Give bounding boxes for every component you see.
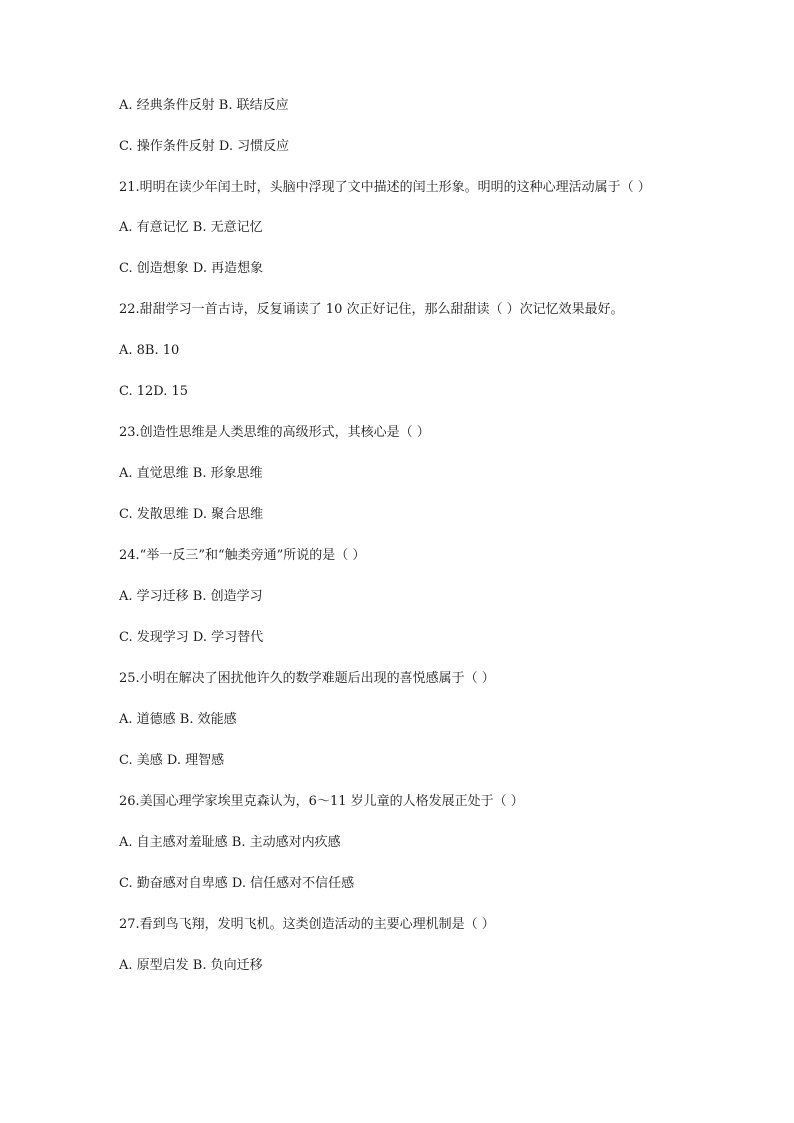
question-24: 24.“举一反三”和“触类旁通”所说的是（ ） xyxy=(119,548,366,563)
question-27: 27.看到鸟飞翔，发明飞机。这类创造活动的主要心理机制是（ ） xyxy=(119,917,495,932)
question-26: 26.美国心理学家埃里克森认为，6～11 岁儿童的人格发展正处于（ ） xyxy=(119,794,524,809)
option-line: A. 直觉思维 B. 形象思维 xyxy=(119,466,263,481)
option-line: C. 美感 D. 理智感 xyxy=(119,753,225,768)
option-line: A. 自主感对羞耻感 B. 主动感对内疚感 xyxy=(119,835,341,850)
question-22: 22.甜甜学习一首古诗，反复诵读了 10 次正好记住，那么甜甜读（ ）次记忆效果最好。 xyxy=(119,302,624,317)
question-21: 21.明明在读少年闰土时，头脑中浮现了文中描述的闰土形象。明明的这种心理活动属于（ ） xyxy=(119,180,651,195)
question-25: 25.小明在解决了困扰他许久的数学难题后出现的喜悦感属于（ ） xyxy=(119,671,495,686)
option-line: A. 原型启发 B. 负向迁移 xyxy=(119,958,263,973)
option-line: A. 学习迁移 B. 创造学习 xyxy=(119,589,263,604)
option-line: A. 有意记忆 B. 无意记忆 xyxy=(119,220,263,235)
option-line: C. 勤奋感对自卑感 D. 信任感对不信任感 xyxy=(119,876,355,891)
option-line: C. 发现学习 D. 学习替代 xyxy=(119,630,264,645)
option-line: A. 道德感 B. 效能感 xyxy=(119,712,237,727)
option-line: A. 8B. 10 xyxy=(119,343,180,358)
option-line: C. 发散思维 D. 聚合思维 xyxy=(119,507,264,522)
option-line: C. 12D. 15 xyxy=(119,384,189,399)
option-line: A. 经典条件反射 B. 联结反应 xyxy=(119,98,289,113)
question-23: 23.创造性思维是人类思维的高级形式，其核心是（ ） xyxy=(119,425,430,440)
question-list xyxy=(119,96,679,997)
option-line: C. 创造想象 D. 再造想象 xyxy=(119,261,264,276)
option-line: C. 操作条件反射 D. 习惯反应 xyxy=(119,139,290,154)
